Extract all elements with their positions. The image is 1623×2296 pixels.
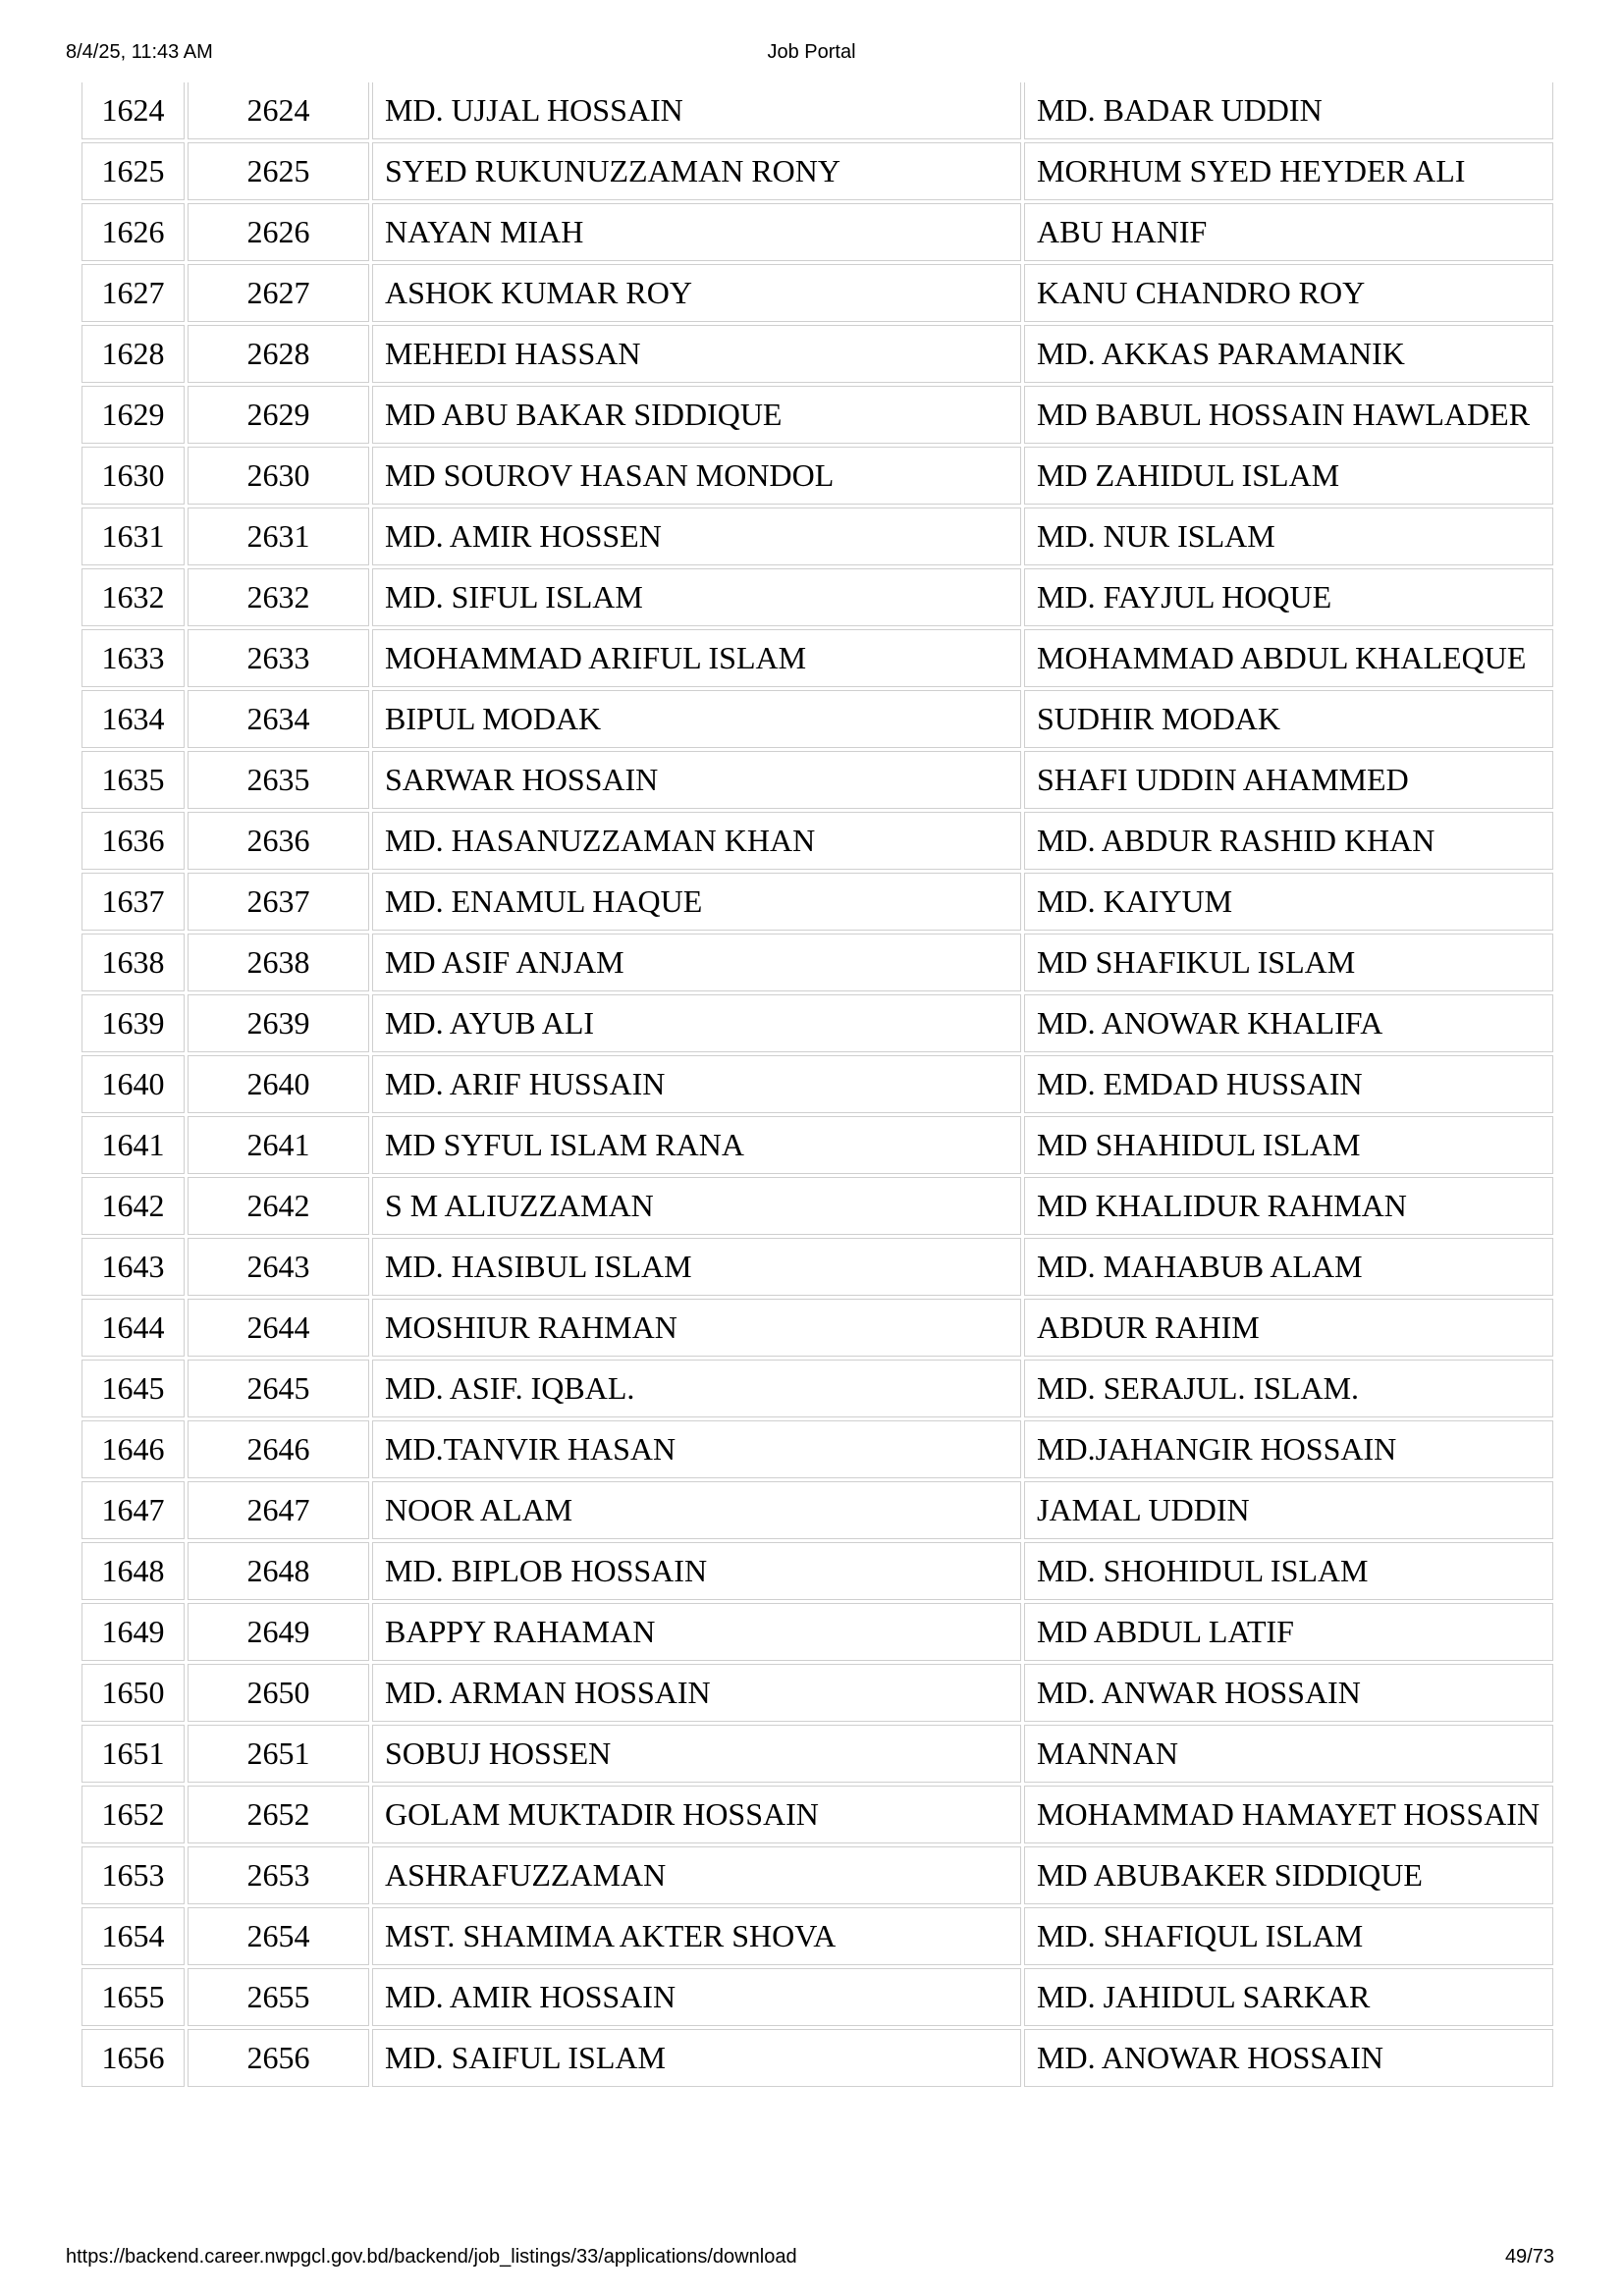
name-cell: ASHRAFUZZAMAN xyxy=(372,1846,1021,1904)
roll-cell: 2643 xyxy=(188,1238,369,1296)
table-row xyxy=(81,1177,1553,1235)
table-row xyxy=(81,507,1553,565)
father-name-cell: MD BABUL HOSSAIN HAWLADER xyxy=(1024,386,1553,444)
serial-cell: 1633 xyxy=(81,629,185,687)
table-row xyxy=(81,142,1553,200)
father-name-cell: MD.JAHANGIR HOSSAIN xyxy=(1024,1420,1553,1478)
roll-cell: 2651 xyxy=(188,1725,369,1783)
table-row xyxy=(81,1420,1553,1478)
serial-cell: 1650 xyxy=(81,1664,185,1722)
applicants-table-body xyxy=(81,81,1553,2087)
table-row xyxy=(81,1360,1553,1417)
table-row xyxy=(81,1664,1553,1722)
table-row xyxy=(81,1846,1553,1904)
father-name-cell: KANU CHANDRO ROY xyxy=(1024,264,1553,322)
table-row xyxy=(81,812,1553,870)
roll-cell: 2649 xyxy=(188,1603,369,1661)
table-row xyxy=(81,994,1553,1052)
roll-cell: 2645 xyxy=(188,1360,369,1417)
roll-cell: 2629 xyxy=(188,386,369,444)
father-name-cell: ABDUR RAHIM xyxy=(1024,1299,1553,1357)
father-name-cell: MD ABUBAKER SIDDIQUE xyxy=(1024,1846,1553,1904)
table-row xyxy=(81,2029,1553,2087)
name-cell: MD. ENAMUL HAQUE xyxy=(372,873,1021,931)
source-url: https://backend.career.nwpgcl.gov.bd/backend/job_listings/33/applications/download xyxy=(66,2246,797,2268)
table-row xyxy=(81,751,1553,809)
name-cell: MOSHIUR RAHMAN xyxy=(372,1299,1021,1357)
table-row xyxy=(81,1786,1553,1843)
father-name-cell: MD KHALIDUR RAHMAN xyxy=(1024,1177,1553,1235)
serial-cell: 1647 xyxy=(81,1481,185,1539)
serial-cell: 1644 xyxy=(81,1299,185,1357)
name-cell: MD. ARIF HUSSAIN xyxy=(372,1055,1021,1113)
serial-cell: 1636 xyxy=(81,812,185,870)
name-cell: MD. SAIFUL ISLAM xyxy=(372,2029,1021,2087)
name-cell: SOBUJ HOSSEN xyxy=(372,1725,1021,1783)
serial-cell: 1646 xyxy=(81,1420,185,1478)
roll-cell: 2636 xyxy=(188,812,369,870)
father-name-cell: MD. ABDUR RASHID KHAN xyxy=(1024,812,1553,870)
roll-cell: 2647 xyxy=(188,1481,369,1539)
name-cell: MD. ARMAN HOSSAIN xyxy=(372,1664,1021,1722)
father-name-cell: MD ZAHIDUL ISLAM xyxy=(1024,447,1553,505)
name-cell: MOHAMMAD ARIFUL ISLAM xyxy=(372,629,1021,687)
name-cell: MD. ASIF. IQBAL. xyxy=(372,1360,1021,1417)
name-cell: NOOR ALAM xyxy=(372,1481,1021,1539)
table-row xyxy=(81,1055,1553,1113)
father-name-cell: MD. SHAFIQUL ISLAM xyxy=(1024,1907,1553,1965)
name-cell: MST. SHAMIMA AKTER SHOVA xyxy=(372,1907,1021,1965)
name-cell: SYED RUKUNUZZAMAN RONY xyxy=(372,142,1021,200)
name-cell: MEHEDI HASSAN xyxy=(372,325,1021,383)
name-cell: ASHOK KUMAR ROY xyxy=(372,264,1021,322)
father-name-cell: MOHAMMAD ABDUL KHALEQUE xyxy=(1024,629,1553,687)
roll-cell: 2633 xyxy=(188,629,369,687)
table-row xyxy=(81,690,1553,748)
father-name-cell: MD. FAYJUL HOQUE xyxy=(1024,568,1553,626)
table-row xyxy=(81,81,1553,139)
roll-cell: 2652 xyxy=(188,1786,369,1843)
roll-cell: 2654 xyxy=(188,1907,369,1965)
name-cell: BAPPY RAHAMAN xyxy=(372,1603,1021,1661)
table-row xyxy=(81,325,1553,383)
father-name-cell: MD SHAHIDUL ISLAM xyxy=(1024,1116,1553,1174)
father-name-cell: MD. EMDAD HUSSAIN xyxy=(1024,1055,1553,1113)
serial-cell: 1625 xyxy=(81,142,185,200)
father-name-cell: JAMAL UDDIN xyxy=(1024,1481,1553,1539)
serial-cell: 1656 xyxy=(81,2029,185,2087)
serial-cell: 1651 xyxy=(81,1725,185,1783)
serial-cell: 1627 xyxy=(81,264,185,322)
father-name-cell: MD. BADAR UDDIN xyxy=(1024,81,1553,139)
table-row xyxy=(81,1968,1553,2026)
table-row xyxy=(81,447,1553,505)
father-name-cell: MD. ANOWAR HOSSAIN xyxy=(1024,2029,1553,2087)
name-cell: MD. UJJAL HOSSAIN xyxy=(372,81,1021,139)
table-row xyxy=(81,1907,1553,1965)
serial-cell: 1631 xyxy=(81,507,185,565)
name-cell: BIPUL MODAK xyxy=(372,690,1021,748)
name-cell: MD. HASIBUL ISLAM xyxy=(372,1238,1021,1296)
roll-cell: 2638 xyxy=(188,934,369,991)
roll-cell: 2644 xyxy=(188,1299,369,1357)
serial-cell: 1629 xyxy=(81,386,185,444)
serial-cell: 1642 xyxy=(81,1177,185,1235)
page-title: Job Portal xyxy=(767,41,856,63)
serial-cell: 1634 xyxy=(81,690,185,748)
serial-cell: 1632 xyxy=(81,568,185,626)
name-cell: MD SOUROV HASAN MONDOL xyxy=(372,447,1021,505)
roll-cell: 2646 xyxy=(188,1420,369,1478)
roll-cell: 2655 xyxy=(188,1968,369,2026)
serial-cell: 1628 xyxy=(81,325,185,383)
father-name-cell: SHAFI UDDIN AHAMMED xyxy=(1024,751,1553,809)
father-name-cell: MD SHAFIKUL ISLAM xyxy=(1024,934,1553,991)
roll-cell: 2626 xyxy=(188,203,369,261)
roll-cell: 2648 xyxy=(188,1542,369,1600)
roll-cell: 2625 xyxy=(188,142,369,200)
table-row xyxy=(81,386,1553,444)
roll-cell: 2631 xyxy=(188,507,369,565)
table-top-cut xyxy=(79,71,1553,82)
father-name-cell: MD. SHOHIDUL ISLAM xyxy=(1024,1542,1553,1600)
roll-cell: 2632 xyxy=(188,568,369,626)
applicants-table xyxy=(79,79,1556,2090)
table-row xyxy=(81,1603,1553,1661)
serial-cell: 1655 xyxy=(81,1968,185,2026)
serial-cell: 1645 xyxy=(81,1360,185,1417)
name-cell: NAYAN MIAH xyxy=(372,203,1021,261)
roll-cell: 2642 xyxy=(188,1177,369,1235)
serial-cell: 1649 xyxy=(81,1603,185,1661)
roll-cell: 2628 xyxy=(188,325,369,383)
table-row xyxy=(81,568,1553,626)
table-row xyxy=(81,1725,1553,1783)
serial-cell: 1653 xyxy=(81,1846,185,1904)
name-cell: MD ABU BAKAR SIDDIQUE xyxy=(372,386,1021,444)
name-cell: MD SYFUL ISLAM RANA xyxy=(372,1116,1021,1174)
name-cell: MD. AMIR HOSSEN xyxy=(372,507,1021,565)
name-cell: MD. HASANUZZAMAN KHAN xyxy=(372,812,1021,870)
roll-cell: 2650 xyxy=(188,1664,369,1722)
serial-cell: 1638 xyxy=(81,934,185,991)
table-row xyxy=(81,1481,1553,1539)
roll-cell: 2656 xyxy=(188,2029,369,2087)
father-name-cell: MANNAN xyxy=(1024,1725,1553,1783)
roll-cell: 2634 xyxy=(188,690,369,748)
father-name-cell: MD. AKKAS PARAMANIK xyxy=(1024,325,1553,383)
father-name-cell: MD. ANOWAR KHALIFA xyxy=(1024,994,1553,1052)
serial-cell: 1643 xyxy=(81,1238,185,1296)
roll-cell: 2624 xyxy=(188,81,369,139)
table-row xyxy=(81,264,1553,322)
name-cell: GOLAM MUKTADIR HOSSAIN xyxy=(372,1786,1021,1843)
roll-cell: 2627 xyxy=(188,264,369,322)
father-name-cell: SUDHIR MODAK xyxy=(1024,690,1553,748)
father-name-cell: MD. JAHIDUL SARKAR xyxy=(1024,1968,1553,2026)
serial-cell: 1635 xyxy=(81,751,185,809)
table-row xyxy=(81,1542,1553,1600)
table-row xyxy=(81,629,1553,687)
table-row xyxy=(81,873,1553,931)
name-cell: MD ASIF ANJAM xyxy=(372,934,1021,991)
roll-cell: 2639 xyxy=(188,994,369,1052)
father-name-cell: MD. MAHABUB ALAM xyxy=(1024,1238,1553,1296)
table-row xyxy=(81,934,1553,991)
roll-cell: 2637 xyxy=(188,873,369,931)
print-datetime: 8/4/25, 11:43 AM xyxy=(66,41,213,63)
name-cell: MD. AYUB ALI xyxy=(372,994,1021,1052)
serial-cell: 1639 xyxy=(81,994,185,1052)
name-cell: MD.TANVIR HASAN xyxy=(372,1420,1021,1478)
father-name-cell: MD. ANWAR HOSSAIN xyxy=(1024,1664,1553,1722)
father-name-cell: ABU HANIF xyxy=(1024,203,1553,261)
father-name-cell: MORHUM SYED HEYDER ALI xyxy=(1024,142,1553,200)
roll-cell: 2653 xyxy=(188,1846,369,1904)
roll-cell: 2640 xyxy=(188,1055,369,1113)
father-name-cell: MD ABDUL LATIF xyxy=(1024,1603,1553,1661)
table-row xyxy=(81,1238,1553,1296)
serial-cell: 1641 xyxy=(81,1116,185,1174)
serial-cell: 1652 xyxy=(81,1786,185,1843)
serial-cell: 1626 xyxy=(81,203,185,261)
serial-cell: 1624 xyxy=(81,81,185,139)
name-cell: MD. AMIR HOSSAIN xyxy=(372,1968,1021,2026)
roll-cell: 2641 xyxy=(188,1116,369,1174)
father-name-cell: MD. KAIYUM xyxy=(1024,873,1553,931)
father-name-cell: MD. SERAJUL. ISLAM. xyxy=(1024,1360,1553,1417)
name-cell: SARWAR HOSSAIN xyxy=(372,751,1021,809)
page-number: 49/73 xyxy=(1504,2246,1554,2268)
serial-cell: 1648 xyxy=(81,1542,185,1600)
roll-cell: 2630 xyxy=(188,447,369,505)
father-name-cell: MOHAMMAD HAMAYET HOSSAIN xyxy=(1024,1786,1553,1843)
table-row xyxy=(81,203,1553,261)
serial-cell: 1630 xyxy=(81,447,185,505)
serial-cell: 1637 xyxy=(81,873,185,931)
table-row xyxy=(81,1299,1553,1357)
name-cell: S M ALIUZZAMAN xyxy=(372,1177,1021,1235)
serial-cell: 1654 xyxy=(81,1907,185,1965)
table-row xyxy=(81,1116,1553,1174)
roll-cell: 2635 xyxy=(188,751,369,809)
serial-cell: 1640 xyxy=(81,1055,185,1113)
name-cell: MD. BIPLOB HOSSAIN xyxy=(372,1542,1021,1600)
name-cell: MD. SIFUL ISLAM xyxy=(372,568,1021,626)
father-name-cell: MD. NUR ISLAM xyxy=(1024,507,1553,565)
